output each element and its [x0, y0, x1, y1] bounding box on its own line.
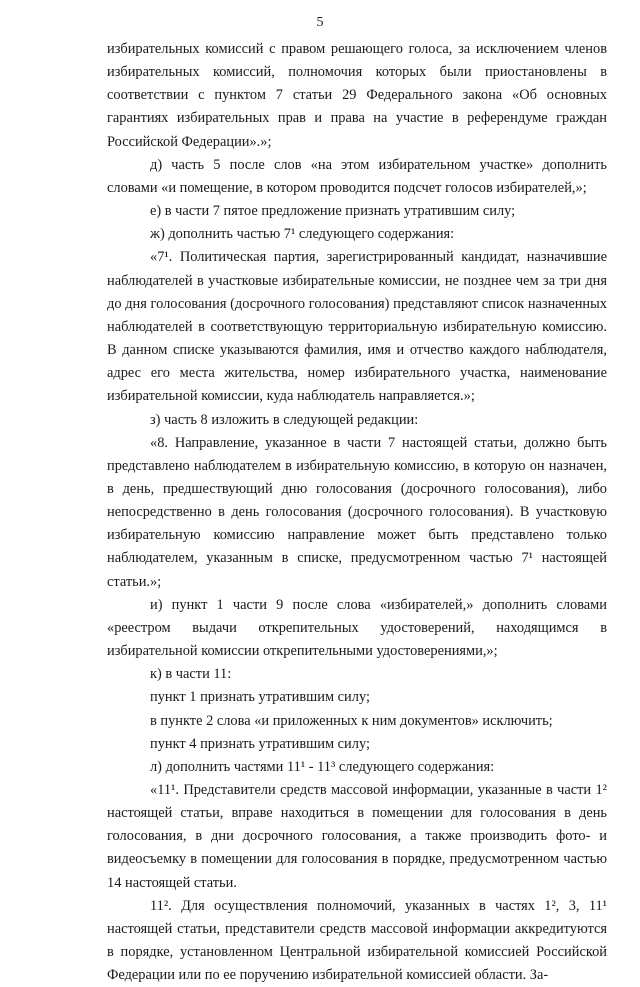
- paragraph: «11¹. Представители средств массовой информации, указанные в части 1² настоящей статьи, вправе находиться в помещении для голосования в день голосования, в дни досрочного голосования, а также производить фото- и видеосъемку в помещении для голосования в порядке, предусмотренном частью 14 настоящей статьи.: [107, 782, 607, 891]
- paragraph: 11². Для осуществления полномочий, указанных в частях 1², 3, 11¹ настоящей статьи, представители средств массовой информации аккредитуются в порядке, установленном Центральной избирательной комиссией Российской Федерации или по ее поручению избирательной комиссией области. За-: [107, 897, 607, 984]
- paragraph: в пункте 2 слова «и приложенных к ним документов» исключить;: [150, 712, 553, 729]
- paragraph: пункт 1 признать утратившим силу;: [150, 689, 370, 706]
- paragraph: «8. Направление, указанное в части 7 настоящей статьи, должно быть представлено наблюдателем в избирательную комиссию, в которую он назначен, в день, предшествующий дню голосования (досрочного голосования), либо непосредственно в день голосования (досрочного голосования). В участковую избирательную комиссию направление может быть представлено только наблюдателем, указанным в списке, предусмотренном частью 7¹ настоящей статьи.»;: [107, 434, 607, 590]
- paragraph: пункт 4 признать утратившим силу;: [150, 735, 370, 752]
- paragraph: л) дополнить частями 11¹ - 11³ следующего содержания:: [150, 758, 495, 775]
- paragraph: д) часть 5 после слов «на этом избирательном участке» дополнить словами «и помещение, в котором проводится подсчет голосов избирателей,»;: [107, 156, 607, 196]
- paragraph: «7¹. Политическая партия, зарегистрированный кандидат, назначившие наблюдателей в участковые избирательные комиссии, не позднее чем за три дня до дня голосования (досрочного голосования) представляют список назначенных наблюдателей в соответствующую территориальную избирательную комиссию. В данном списке указываются фамилия, имя и отчество каждого наблюдателя, адрес его места жительства, номер избирательного участка, наименование избирательной комиссии, куда наблюдатель направляется.»;: [107, 249, 607, 405]
- paragraph: и) пункт 1 части 9 после слова «избирателей,» дополнить словами «реестром выдачи открепительных удостоверений, находящимся в избирательной комиссии открепительными удостоверениями,»;: [107, 596, 607, 660]
- document-body: [107, 38, 607, 987]
- paragraph: з) часть 8 изложить в следующей редакции:: [150, 411, 419, 428]
- paragraph: е) в части 7 пятое предложение признать утратившим силу;: [150, 203, 516, 220]
- page-number: 5: [316, 15, 324, 30]
- paragraph: к) в части 11:: [150, 666, 232, 683]
- paragraph: избирательных комиссий с правом решающего голоса, за исключением членов избирательных комиссий, полномочия которых были приостановлены в соответствии с пунктом 7 статьи 29 Федерального закона «Об основных гарантиях избирательных прав и права на участие в референдуме граждан Российской Федерации».»;: [107, 41, 607, 150]
- paragraph: ж) дополнить частью 7¹ следующего содержания:: [150, 226, 455, 243]
